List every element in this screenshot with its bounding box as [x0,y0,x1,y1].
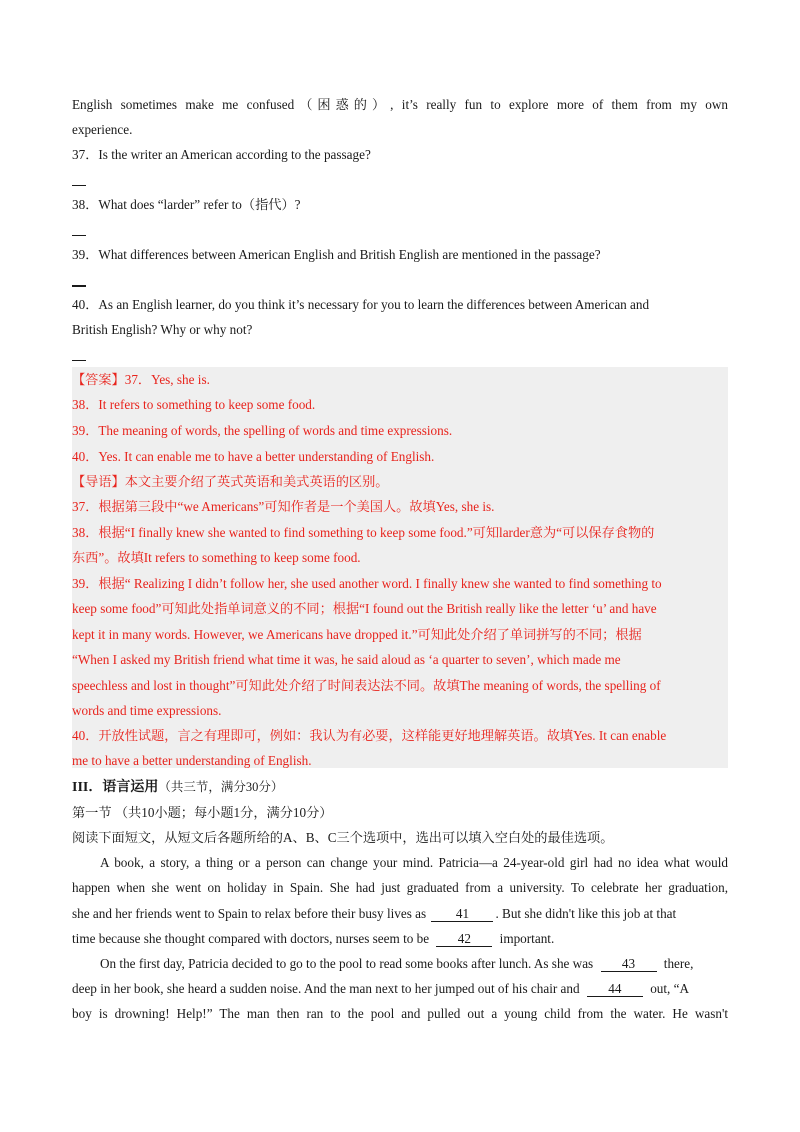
passage-line: experience. [72,122,133,137]
cloze-line [72,930,728,948]
section-title: III．语言运用 [72,780,159,795]
explanation-line: words and time expressions. [72,703,222,718]
blank-43[interactable]: 43 [601,956,657,972]
cloze-text: she and her friends went to Spain to relax before their busy lives as [72,906,427,921]
explanation-line: keep some food”可知此处指单词意义的不同；根据“I found out the British really like the letter ‘u’ and have [72,601,657,616]
explanation-line: 40．开放性试题，言之有理即可，例如：我认为有必要，这样能更好地理解英语。故填Yes. It can enable [72,728,667,743]
part-heading: 第一节 （共10小题；每小题1分，满分10分） [72,805,333,820]
answer-line-39 [72,285,86,287]
answer-line: 39．The meaning of words, the spelling of words and time expressions. [72,423,453,438]
question-37: 37．Is the writer an American according to the passage? [72,147,371,162]
blank-41[interactable]: 41 [431,906,493,922]
explanation-line: 37．根据第三段中“we Americans”可知作者是一个美国人。故填Yes, she is. [72,499,495,514]
explanation-line: “When I asked my British friend what time it was, he said aloud as ‘a quarter to seven’, which made me [72,652,621,667]
cloze-text: important. [499,931,555,946]
passage-line: English sometimes make me confused（困惑的）, it’s really fun to explore more of them from my own [72,97,728,112]
question-39: 39．What differences between American English and British English are mentioned in the passage? [72,247,601,262]
cloze-line [72,905,728,923]
answer-line-37 [72,185,86,186]
explanation-line: 39．根据“ Realizing I didn’t follow her, she used another word. I finally knew she wanted to find something to [72,576,662,591]
guide-line: 【导语】本文主要介绍了英式英语和美式英语的区别。 [72,474,389,489]
cloze-text: . But she didn't like this job at that [495,906,677,921]
cloze-text: out, “A [650,981,690,996]
answer-line: 【答案】37．Yes, she is. [72,372,210,387]
blank-44[interactable]: 44 [587,981,643,997]
cloze-line: boy is drowning! Help!” The man then ran to the pool and pulled out a young child from the water. He wasn't [72,1006,728,1021]
explanation-line: 东西”。故填It refers to something to keep some food. [72,550,361,565]
cloze-text: On the first day, Patricia decided to go to the pool to read some books after lunch. As she was [100,956,594,971]
answer-line: 40．Yes. It can enable me to have a better understanding of English. [72,449,435,464]
cloze-text: there, [663,956,694,971]
explanation-line: speechless and lost in thought”可知此处介绍了时间表达法不同。故填The meaning of words, the spelling of [72,678,661,693]
answer-line: 38．It refers to something to keep some food. [72,397,316,412]
cloze-text: time because she thought compared with doctors, nurses seem to be [72,931,430,946]
instruction: 阅读下面短文，从短文后各题所给的A、B、C三个选项中，选出可以填入空白处的最佳选项。 [72,830,614,845]
question-40: 40．As an English learner, do you think it’s necessary for you to learn the differences between American and [72,297,650,312]
blank-42[interactable]: 42 [436,931,492,947]
answer-line-38 [72,235,86,236]
cloze-line [72,980,728,998]
explanation-line: me to have a better understanding of English. [72,753,312,768]
cloze-line [72,955,728,973]
section-heading [72,778,728,797]
question-38: 38．What does “larder” refer to（指代）? [72,197,301,212]
cloze-line: A book, a story, a thing or a person can change your mind. Patricia—a 24-year-old girl had no idea what would [100,855,728,870]
question-40-cont: British English? Why or why not? [72,322,253,337]
answer-line-40 [72,360,86,361]
cloze-text: deep in her book, she heard a sudden noise. And the man next to her jumped out of his chair and [72,981,580,996]
explanation-line: kept it in many words. However, we Americans have dropped it.”可知此处介绍了单词拼写的不同；根据 [72,627,642,642]
section-title-note: （共三节，满分30分） [158,780,284,794]
explanation-line: 38．根据“I finally knew she wanted to find something to keep some food.”可知larder意为“可以保存食物的 [72,525,655,540]
cloze-line: happen when she went on holiday in Spain. She had just graduated from a university. To celebrate her graduation, [72,880,728,895]
